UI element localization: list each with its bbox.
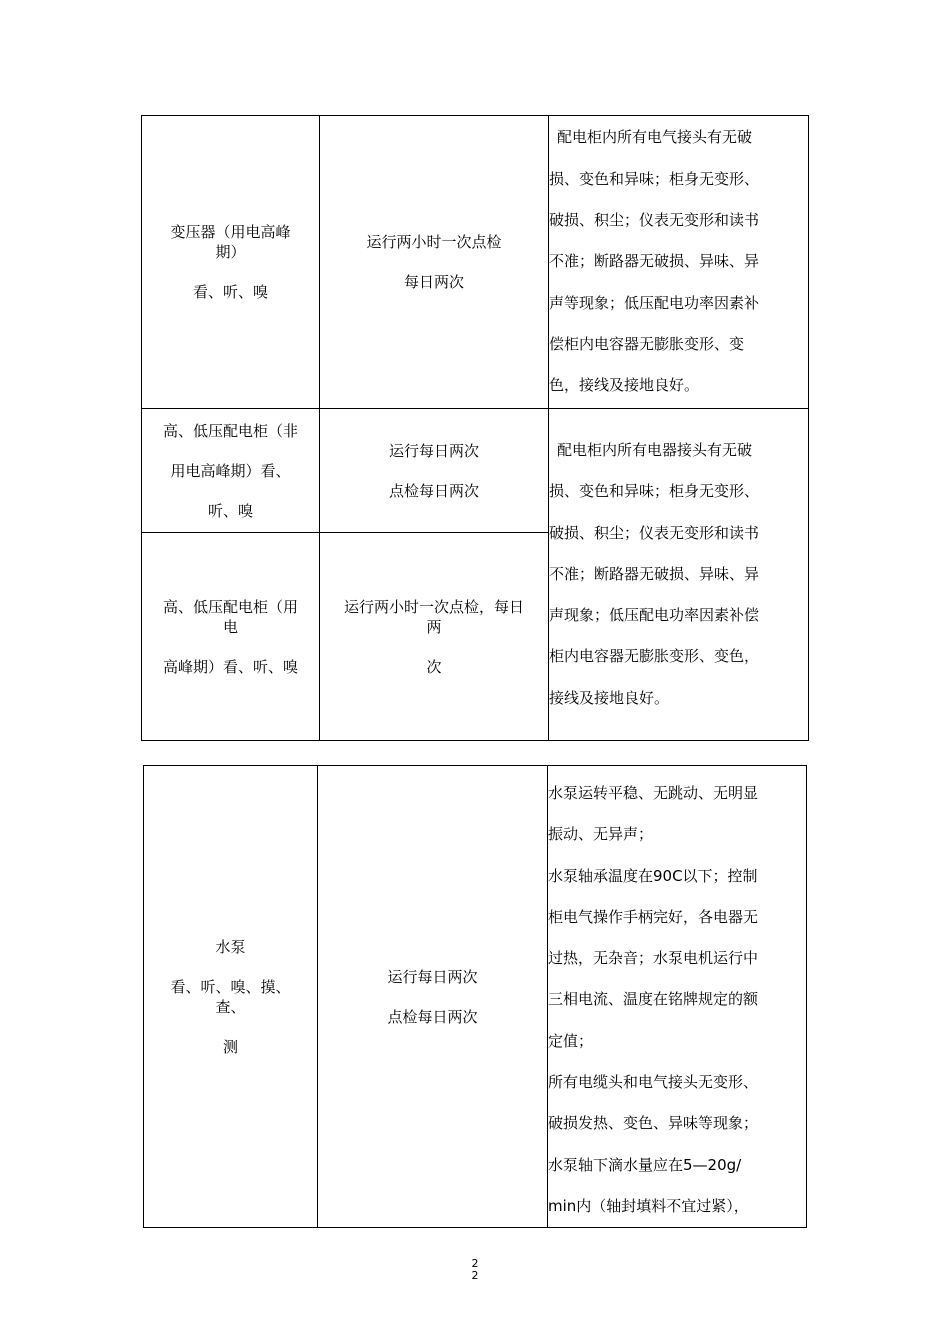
item-cell: 高、低压配电柜（非 用电高峰期）看、 听、嗅 <box>142 409 320 533</box>
table-row <box>142 116 809 409</box>
standard-cell: 配电柜内所有电器接头有无破 损、变色和异味；柜身无变形、 破损、积尘；仪表无变形和读书 不准；断路器无破损、异味、异 声现象；低压配电功率因素补偿 柜内电容器无膨胀变形、变色， 接线及接地良好。 <box>549 409 809 741</box>
page-number-top: 2 <box>471 1257 479 1270</box>
page-number <box>0 1258 950 1282</box>
table-row <box>144 766 807 1228</box>
item-cell: 变压器（用电高峰 期） 看、听、嗅 <box>142 116 320 409</box>
table-row <box>142 409 809 533</box>
standard-cell: 水泵运转平稳、无跳动、无明显 振动、无异声； 水泵轴承温度在90C以下；控制 柜电气操作手柄完好，各电器无 过热，无杂音；水泵电机运行中 三相电流、温度在铭牌规定的额 定值； 所有电缆头和电气接头无变形、 破损发热、变色、异味等现象； 水泵轴下滴水量应在5—20g/ min内（轴封填料不宜过紧）， <box>548 766 807 1228</box>
item-cell: 高、低压配电柜（用 电 高峰期）看、听、嗅 <box>142 533 320 741</box>
standard-cell: 配电柜内所有电气接头有无破 损、变色和异味；柜身无变形、 破损、积尘；仪表无变形和读书 不准；断路器无破损、异味、异 声等现象；低压配电功率因素补 偿柜内电容器无膨胀变形、变 色，接线及接地良好。 <box>549 116 809 409</box>
frequency-cell: 运行两小时一次点检，每日 两 次 <box>320 533 549 741</box>
frequency-cell: 运行每日两次 点检每日两次 <box>318 766 548 1228</box>
item-cell: 水泵 看、听、嗅、摸、 查、 测 <box>144 766 318 1228</box>
frequency-cell: 运行两小时一次点检 每日两次 <box>320 116 549 409</box>
frequency-cell: 运行每日两次 点检每日两次 <box>320 409 549 533</box>
inspection-table-1 <box>141 115 809 741</box>
page-number-bottom: 2 <box>471 1269 479 1282</box>
inspection-table-2 <box>143 765 807 1228</box>
